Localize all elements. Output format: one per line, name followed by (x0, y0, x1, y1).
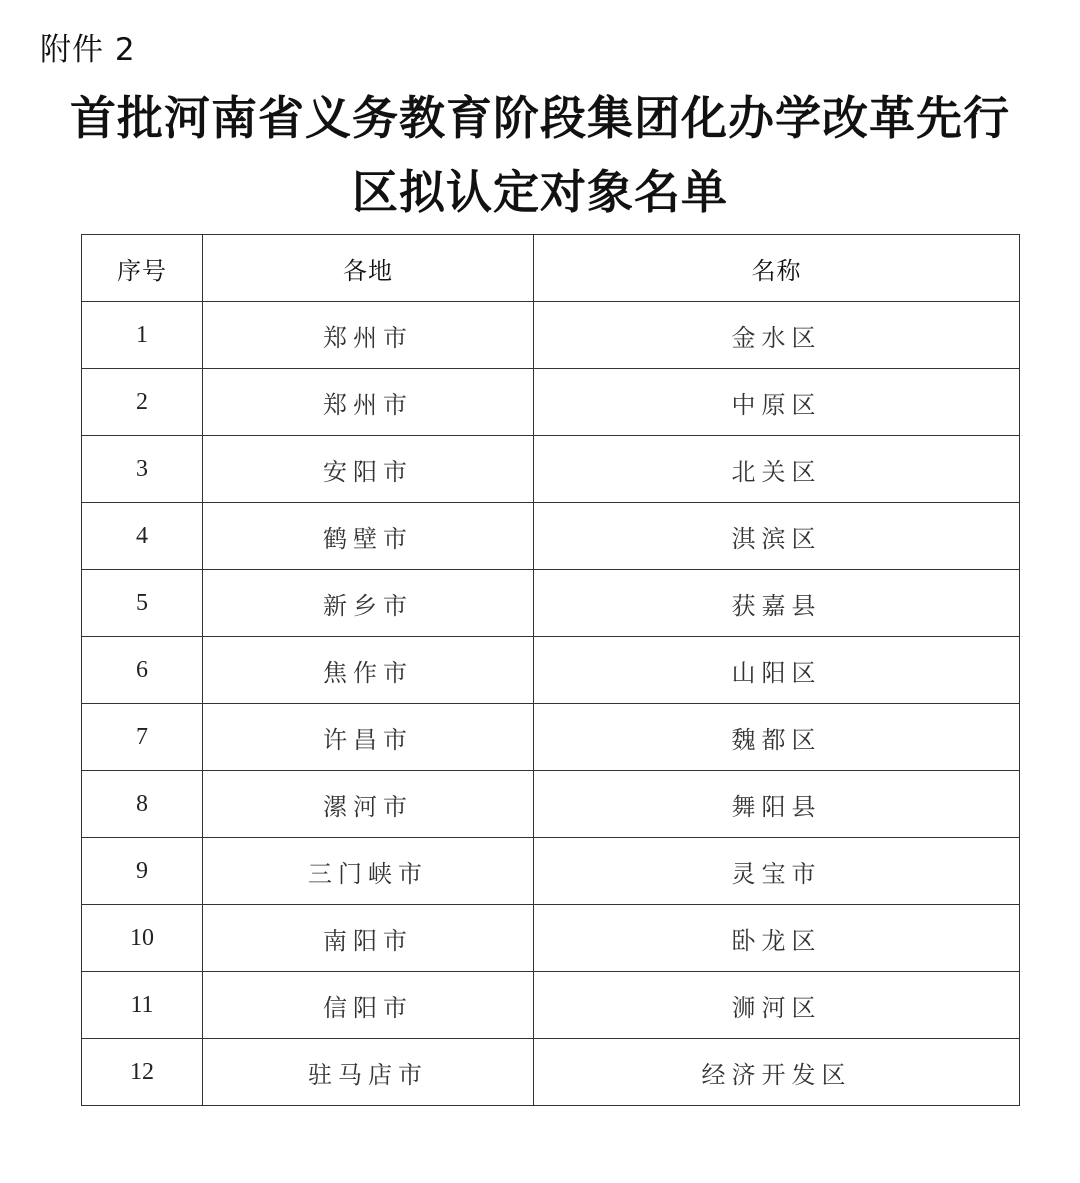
cell-name: 金水区 (534, 302, 1020, 369)
cell-name: 经济开发区 (534, 1039, 1020, 1106)
table-body (82, 302, 1020, 1106)
cell-serial-number: 11 (82, 972, 203, 1039)
cell-region: 南阳市 (203, 905, 534, 972)
cell-serial-number: 9 (82, 838, 203, 905)
cell-name: 舞阳县 (534, 771, 1020, 838)
table-row (82, 570, 1020, 637)
cell-name: 中原区 (534, 369, 1020, 436)
cell-name: 获嘉县 (534, 570, 1020, 637)
header-serial-number: 序号 (82, 235, 203, 302)
table-row (82, 1039, 1020, 1106)
header-name: 名称 (534, 235, 1020, 302)
table-row (82, 503, 1020, 570)
attachment-label: 附件 2 (40, 32, 136, 68)
cell-serial-number: 10 (82, 905, 203, 972)
table-row (82, 369, 1020, 436)
cell-name: 北关区 (534, 436, 1020, 503)
cell-serial-number: 5 (82, 570, 203, 637)
cell-serial-number: 2 (82, 369, 203, 436)
cell-region: 鹤壁市 (203, 503, 534, 570)
designation-list-table (81, 234, 1020, 1106)
table-row (82, 838, 1020, 905)
cell-region: 新乡市 (203, 570, 534, 637)
table-row (82, 302, 1020, 369)
table-row (82, 771, 1020, 838)
table-row (82, 972, 1020, 1039)
cell-region: 三门峡市 (203, 838, 534, 905)
cell-serial-number: 12 (82, 1039, 203, 1106)
table-header-row (82, 235, 1020, 302)
cell-name: 魏都区 (534, 704, 1020, 771)
cell-region: 焦作市 (203, 637, 534, 704)
document-title-line-2: 区拟认定对象名单 (352, 165, 728, 219)
table-row (82, 436, 1020, 503)
header-region: 各地 (203, 235, 534, 302)
cell-serial-number: 6 (82, 637, 203, 704)
cell-name: 浉河区 (534, 972, 1020, 1039)
cell-region: 郑州市 (203, 369, 534, 436)
cell-name: 淇滨区 (534, 503, 1020, 570)
cell-region: 驻马店市 (203, 1039, 534, 1106)
table-row (82, 637, 1020, 704)
cell-name: 山阳区 (534, 637, 1020, 704)
cell-serial-number: 3 (82, 436, 203, 503)
cell-name: 卧龙区 (534, 905, 1020, 972)
cell-region: 漯河市 (203, 771, 534, 838)
table-row (82, 704, 1020, 771)
cell-serial-number: 1 (82, 302, 203, 369)
cell-serial-number: 4 (82, 503, 203, 570)
cell-region: 郑州市 (203, 302, 534, 369)
cell-name: 灵宝市 (534, 838, 1020, 905)
cell-region: 许昌市 (203, 704, 534, 771)
cell-region: 信阳市 (203, 972, 534, 1039)
cell-serial-number: 8 (82, 771, 203, 838)
table-row (82, 905, 1020, 972)
cell-serial-number: 7 (82, 704, 203, 771)
document-title-line-1: 首批河南省义务教育阶段集团化办学改革先行 (70, 91, 1010, 145)
cell-region: 安阳市 (203, 436, 534, 503)
